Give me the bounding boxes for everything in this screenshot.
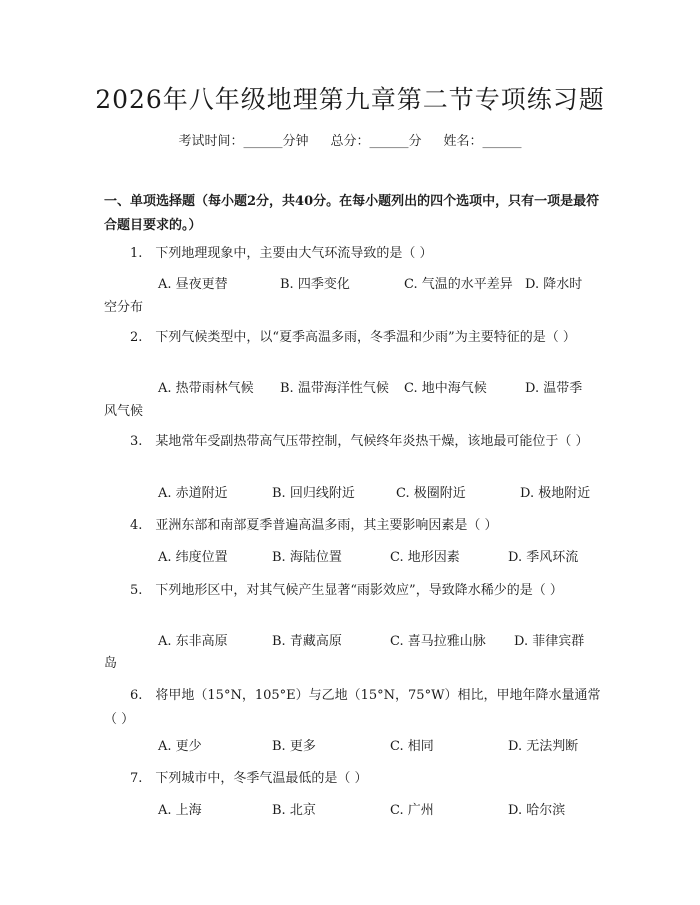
page-title: 2026年八年级地理第九章第二节专项练习题 [95, 85, 605, 114]
option-a: A. 东非高原 [158, 634, 228, 649]
question-7 [104, 767, 604, 791]
option-d: D. 季风环流 [508, 550, 579, 565]
question-stem: 6. 将甲地（15°N，105°E）与乙地（15°N，75°W）相比，甲地年降水量通常（ ） [104, 688, 601, 727]
option-d: D. 哈尔滨 [508, 803, 566, 818]
option-a: A. 纬度位置 [158, 550, 228, 565]
question-2 [104, 326, 604, 350]
option-a: A. 昼夜更替 [158, 277, 228, 292]
option-d-continuation: 空分布 [104, 300, 144, 315]
option-c: C. 喜马拉雅山脉 [390, 634, 486, 649]
section-heading: 一、单项选择题（每小题2分，共40分。在每小题列出的四个选项中，只有一项是最符合题目要求的。） [104, 194, 600, 233]
question-4 [104, 514, 604, 538]
option-b: B. 海陆位置 [272, 550, 342, 565]
option-a: A. 热带雨林气候 [158, 381, 254, 396]
option-b: B. 更多 [272, 739, 316, 754]
option-d-continuation: 岛 [104, 656, 118, 671]
option-b: B. 青藏高原 [272, 634, 342, 649]
question-5 [104, 579, 604, 603]
exam-score: 总分：______分 [330, 134, 422, 149]
option-c: C. 地中海气候 [404, 381, 487, 396]
question-6 [104, 684, 604, 732]
question-1 [104, 242, 604, 266]
question-stem: 2. 下列气候类型中，以“夏季高温多雨，冬季温和少雨”为主要特征的是（ ） [130, 330, 576, 345]
question-stem: 1. 下列地理现象中，主要由大气环流导致的是（ ） [130, 246, 433, 261]
question-stem: 3. 某地常年受副热带高气压带控制，气候终年炎热干燥，该地最可能位于（ ） [130, 434, 589, 449]
option-b: B. 回归线附近 [272, 486, 355, 501]
option-d: D. 无法判断 [508, 739, 579, 754]
option-d: D. 温带季 [525, 381, 583, 396]
option-b: B. 温带海洋性气候 [280, 381, 389, 396]
option-c: C. 相同 [390, 739, 434, 754]
option-b: B. 四季变化 [280, 277, 350, 292]
option-d-continuation: 风气候 [104, 404, 144, 419]
option-d: D. 菲律宾群 [514, 634, 585, 649]
option-a: A. 赤道附近 [158, 486, 228, 501]
option-d: D. 极地附近 [520, 486, 591, 501]
option-c: C. 地形因素 [390, 550, 460, 565]
question-stem: 5. 下列地形区中，对其气候产生显著“雨影效应”，导致降水稀少的是（ ） [130, 583, 563, 598]
option-a: A. 更少 [158, 739, 202, 754]
question-stem: 4. 亚洲东部和南部夏季普遍高温多雨，其主要影响因素是（ ） [130, 518, 498, 533]
option-c: C. 广州 [390, 803, 434, 818]
option-b: B. 北京 [272, 803, 316, 818]
option-c: C. 极圈附近 [396, 486, 466, 501]
question-3 [104, 430, 604, 454]
question-stem: 7. 下列城市中，冬季气温最低的是（ ） [130, 771, 368, 786]
student-name: 姓名：______ [443, 134, 522, 149]
option-a: A. 上海 [158, 803, 202, 818]
option-d: D. 降水时 [525, 277, 583, 292]
exam-meta [0, 130, 700, 149]
option-c: C. 气温的水平差异 [404, 277, 513, 292]
exam-time: 考试时间：______分钟 [178, 134, 309, 149]
